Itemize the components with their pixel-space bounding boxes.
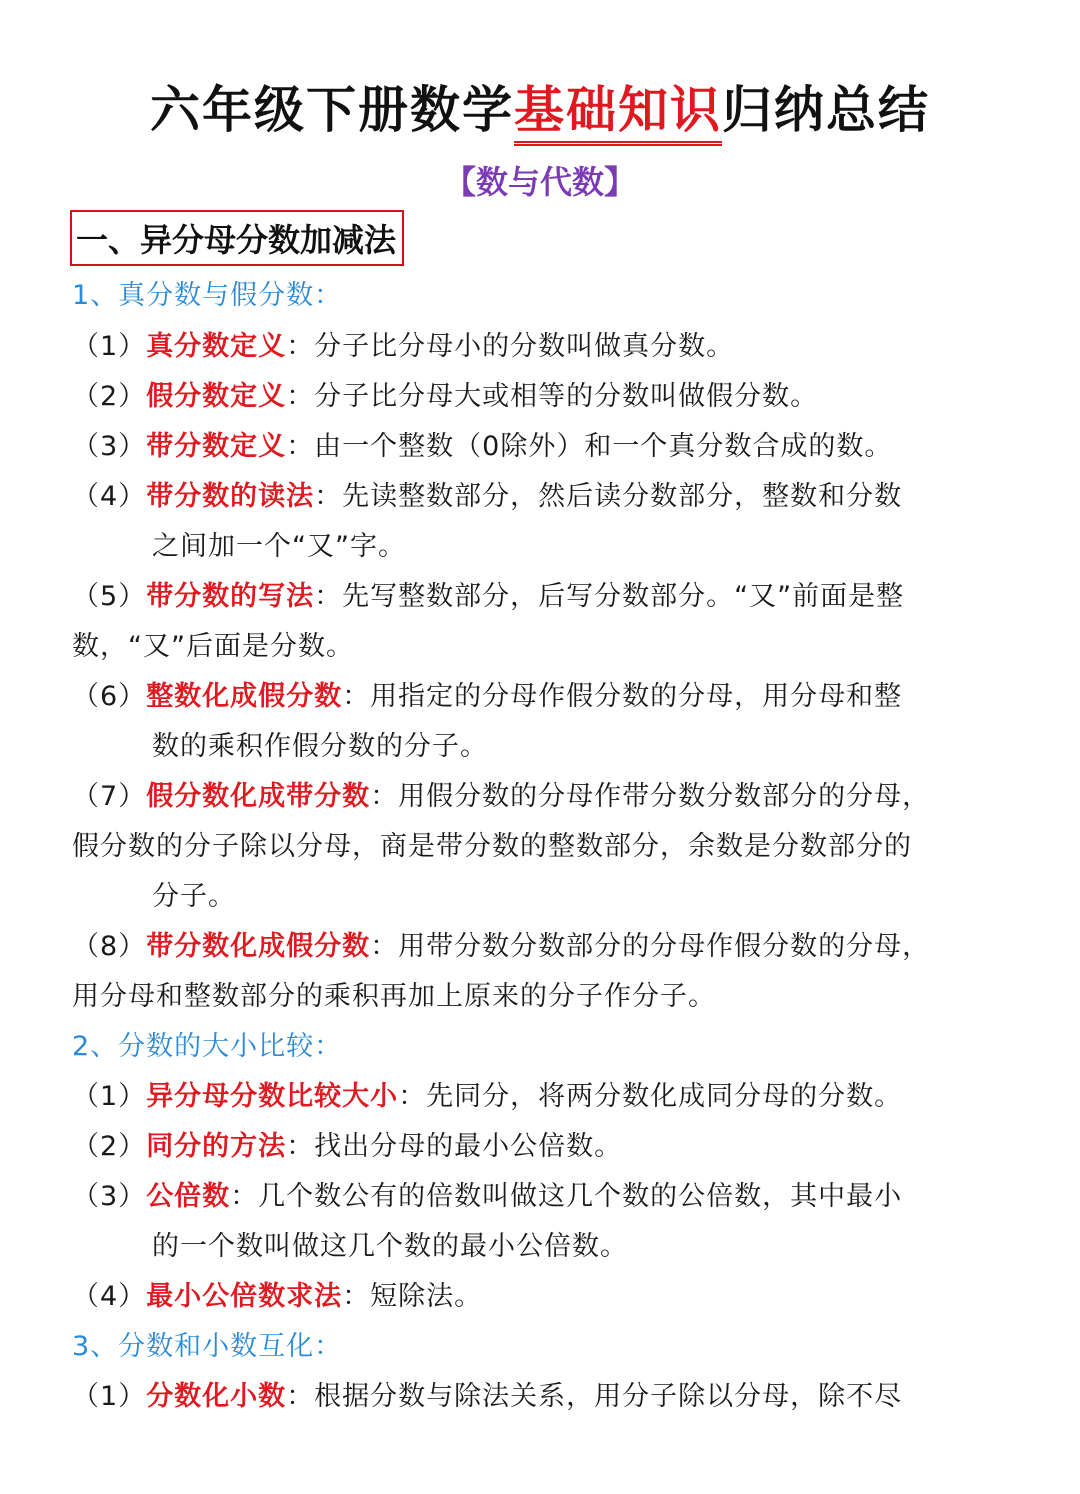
list-item: （8）带分数化成假分数：用带分数分数部分的分母作假分数的分母， <box>72 931 931 962</box>
list-item-continuation: 的一个数叫做这几个数的最小公倍数。 <box>152 1231 628 1262</box>
subheading-proper-improper: 1、真分数与假分数： <box>72 280 343 311</box>
list-item-continuation: 用分母和整数部分的乘积再加上原来的分子作分子。 <box>72 981 716 1012</box>
title-prefix: 六年级下册数学 <box>150 81 514 139</box>
list-item: （3）公倍数：几个数公有的倍数叫做这几个数的公倍数，其中最小 <box>72 1181 903 1212</box>
list-item: （7）假分数化成带分数：用假分数的分母作带分数分数部分的分母， <box>72 781 931 812</box>
list-item: （3）带分数定义：由一个整数（0除外）和一个真分数合成的数。 <box>72 431 893 462</box>
list-item-continuation: 分子。 <box>152 881 236 912</box>
list-item: （2）同分的方法：找出分母的最小公倍数。 <box>72 1131 623 1162</box>
list-item: （2）假分数定义：分子比分母大或相等的分数叫做假分数。 <box>72 381 819 412</box>
list-item: （1）真分数定义：分子比分母小的分数叫做真分数。 <box>72 331 735 362</box>
list-item-continuation: 数，“又”后面是分数。 <box>72 631 354 662</box>
subheading-conversion: 3、分数和小数互化： <box>72 1331 343 1362</box>
page-subtitle: 【数与代数】 <box>443 163 636 201</box>
subheading-compare: 2、分数的大小比较： <box>72 1031 343 1062</box>
list-item: （6）整数化成假分数：用指定的分母作假分数的分母，用分母和整 <box>72 681 903 712</box>
list-item-continuation: 假分数的分子除以分母，商是带分数的整数部分，余数是分数部分的 <box>72 831 912 862</box>
title-suffix: 归纳总结 <box>722 81 930 139</box>
list-item-continuation: 数的乘积作假分数的分子。 <box>152 731 488 762</box>
list-item: （5）带分数的写法：先写整数部分，后写分数部分。“又”前面是整 <box>72 581 905 612</box>
list-item: （4）最小公倍数求法：短除法。 <box>72 1281 483 1312</box>
section-heading: 一、异分母分数加减法 <box>70 210 404 266</box>
list-item: （4）带分数的读法：先读整数部分，然后读分数部分，整数和分数 <box>72 481 903 512</box>
page-title <box>0 78 1080 142</box>
list-item: （1）分数化小数：根据分数与除法关系，用分子除以分母，除不尽 <box>72 1381 903 1412</box>
list-item: （1）异分母分数比较大小：先同分，将两分数化成同分母的分数。 <box>72 1081 903 1112</box>
title-highlight: 基础知识 <box>514 81 722 146</box>
list-item-continuation: 之间加一个“又”字。 <box>152 531 406 562</box>
